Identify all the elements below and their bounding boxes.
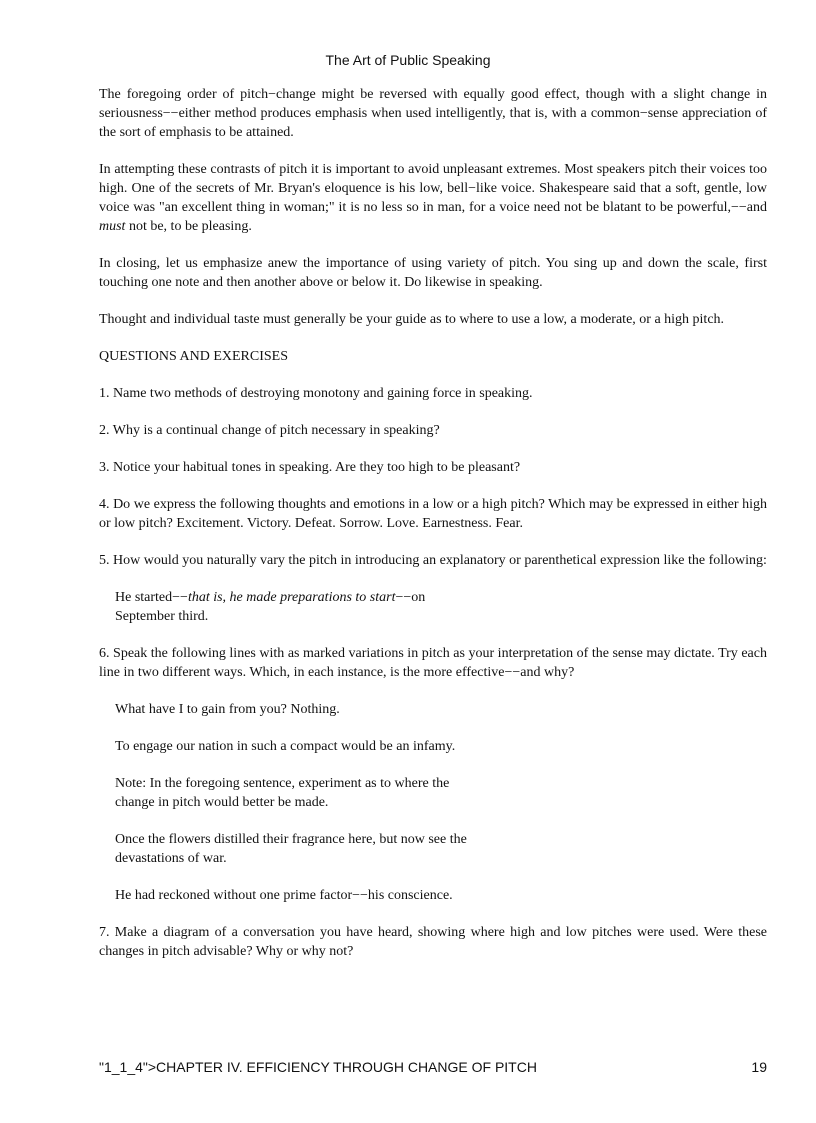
page-number: 19 (751, 1059, 767, 1075)
paragraph-text: not be, to be pleasing. (125, 219, 252, 234)
example-text: He started−− (115, 590, 188, 605)
paragraph: The foregoing order of pitch−change might be reversed with equally good effect, though with a slight change in seriousness−−either method produces emphasis when used intelligently, that is, with a common−sense appreciation of the sort of emphasis to be attained. (99, 87, 767, 140)
example-line: To engage our nation in such a compact would be an infamy. (115, 739, 456, 754)
section-heading: QUESTIONS AND EXERCISES (99, 349, 289, 364)
example-line: devastations of war. (115, 851, 227, 866)
example-line: Once the flowers distilled their fragrance here, but now see the (115, 832, 467, 847)
question-item: 7. Make a diagram of a conversation you have heard, showing where high and low pitches were used. Were these changes in pitch advisable? Why or why not? (99, 925, 767, 959)
question-item: 2. Why is a continual change of pitch necessary in speaking? (99, 423, 440, 438)
example-line: He had reckoned without one prime factor−−his conscience. (115, 888, 453, 903)
emphasis-text: must (99, 219, 126, 234)
example-quote (115, 588, 767, 626)
example-line (115, 588, 767, 607)
paragraph (99, 160, 767, 236)
question-item: 1. Name two methods of destroying monotony and gaining force in speaking. (99, 386, 533, 401)
example-quote (115, 886, 767, 905)
example-quote (115, 830, 767, 868)
example-line: Note: In the foregoing sentence, experiment as to where the (115, 776, 450, 791)
example-text: −−on (395, 590, 426, 605)
emphasis-text: that is, he made preparations to start (187, 590, 396, 605)
example-line: September third. (115, 609, 209, 624)
question-item: 6. Speak the following lines with as marked variations in pitch as your interpretation of the sense may dictate. Try each line in two different ways. Which, in each instance, is the more effective−−and why? (99, 646, 767, 680)
chapter-title: "1_1_4">CHAPTER IV. EFFICIENCY THROUGH CHANGE OF PITCH (99, 1059, 537, 1075)
example-quote (115, 774, 767, 812)
page-body (99, 85, 767, 961)
paragraph: Thought and individual taste must generally be your guide as to where to use a low, a moderate, or a high pitch. (99, 312, 725, 327)
question-item: 4. Do we express the following thoughts and emotions in a low or a high pitch? Which may be expressed in either high or low pitch? Excitement. Victory. Defeat. Sorrow. Love. Earnestness. Fear. (99, 497, 767, 531)
paragraph-text: In attempting these contrasts of pitch it is important to avoid unpleasant extremes. Most speakers pitch their voices too high. One of the secrets of Mr. Bryan's eloquence is his low, bell−like voice. Shakespeare said that a soft, gentle, low voice was "an excellent thing in woman;" it is no less so in man, for a voice need not be blatant to be powerful,−−and (99, 162, 767, 215)
paragraph: In closing, let us emphasize anew the importance of using variety of pitch. You sing up and down the scale, first touching one note and then another above or below it. Do likewise in speaking. (99, 256, 767, 290)
example-quote (115, 737, 767, 756)
example-line: change in pitch would better be made. (115, 795, 329, 810)
running-header: The Art of Public Speaking (325, 52, 491, 68)
question-item: 5. How would you naturally vary the pitch in introducing an explanatory or parenthetical expression like the following: (99, 553, 767, 568)
question-item: 3. Notice your habitual tones in speaking. Are they too high to be pleasant? (99, 460, 521, 475)
example-line: What have I to gain from you? Nothing. (115, 702, 340, 717)
example-quote (115, 700, 767, 719)
